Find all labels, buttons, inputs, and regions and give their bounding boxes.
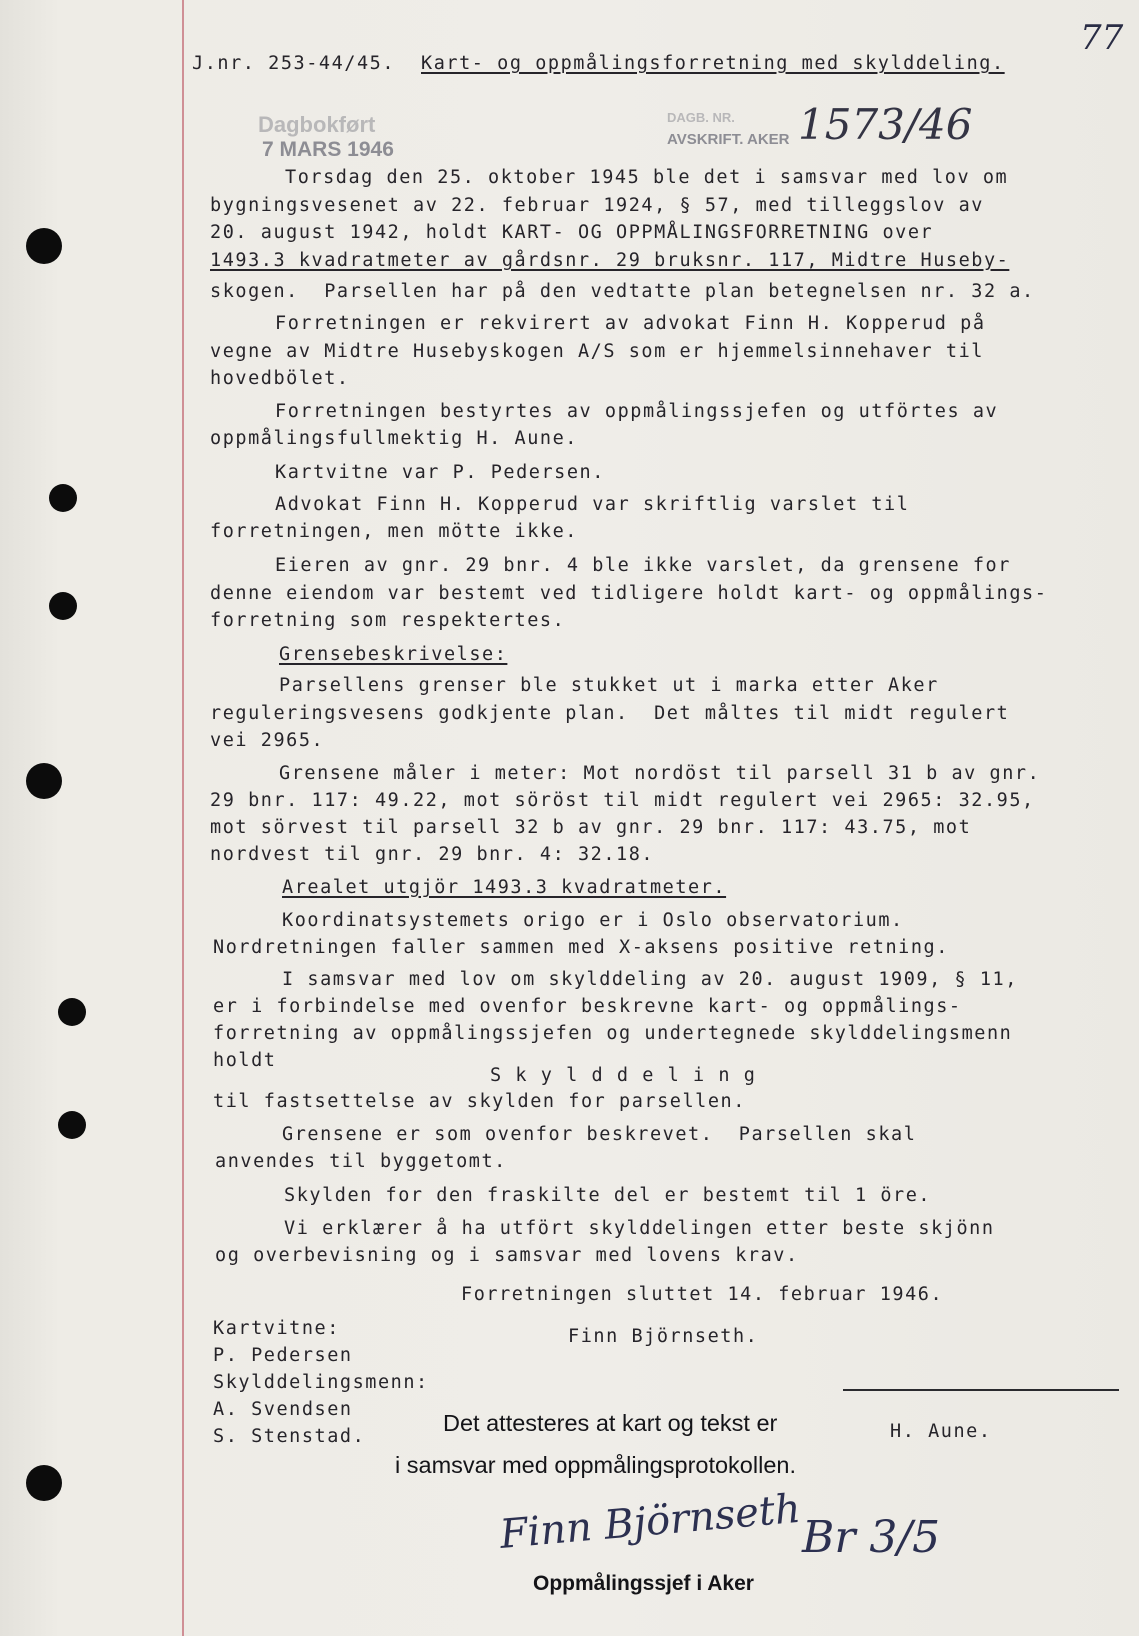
body-line: skogen. Parsellen har på den vedtatte plan betegnelsen nr. 32 a.	[210, 281, 1035, 302]
handwritten-number: 1573/46	[798, 100, 973, 149]
body-line: hovedbölet.	[210, 368, 350, 389]
body-line: reguleringsvesens godkjente plan. Det måltes til midt regulert	[210, 703, 1010, 724]
punch-hole	[49, 592, 77, 620]
body-line: Grensene måler i meter: Mot nordöst til parsell 31 b av gnr.	[279, 763, 1041, 784]
body-line: Skylden for den fraskilte del er bestemt til 1 öre.	[284, 1185, 932, 1206]
body-line: mot sörvest til parsell 32 b av gnr. 29 bnr. 117: 43.75, mot	[210, 817, 972, 838]
body-line: I samsvar med lov om skylddeling av 20. august 1909, § 11,	[282, 969, 1018, 990]
signature-line	[843, 1389, 1119, 1391]
body-line: forretningen, men mötte ikke.	[210, 521, 578, 542]
punch-hole	[58, 998, 86, 1026]
body-line: er i forbindelse med ovenfor beskrevne kart- og oppmålings-	[213, 996, 962, 1017]
dagbok-stamp-label: Dagbokført	[258, 112, 376, 137]
member-name: S. Stenstad.	[213, 1426, 366, 1447]
punch-hole	[26, 1465, 62, 1501]
body-line: Vi erklærer å ha utfört skylddelingen etter beste skjönn	[284, 1218, 995, 1239]
surveyor-name: H. Aune.	[890, 1421, 992, 1442]
closing-line: Forretningen sluttet 14. februar 1946.	[461, 1284, 944, 1305]
body-line: Parsellens grenser ble stukket ut i marka etter Aker	[279, 675, 939, 696]
body-line: Forretningen bestyrtes av oppmålingssjefen og utförtes av	[275, 401, 999, 422]
body-line: forretning av oppmålingssjefen og undertegnede skylddelingsmenn	[213, 1023, 1013, 1044]
body-line: og overbevisning og i samsvar med lovens krav.	[215, 1245, 799, 1266]
margin-rule	[182, 0, 184, 1636]
dagbok-stamp-date: 7 MARS 1946	[262, 138, 394, 161]
body-line: til fastsettelse av skylden for parsellen.	[213, 1091, 746, 1112]
journal-number: J.nr. 253-44/45.	[192, 53, 396, 74]
body-line: Kartvitne var P. Pedersen.	[275, 462, 605, 483]
kartvitne-name: P. Pedersen	[213, 1345, 353, 1366]
page-number: 77	[1080, 18, 1124, 58]
body-line: Eieren av gnr. 29 bnr. 4 ble ikke varslet, da grensene for	[275, 555, 1011, 576]
body-line: nordvest til gnr. 29 bnr. 4: 32.18.	[210, 844, 655, 865]
section-heading: Grensebeskrivelse:	[279, 644, 508, 665]
attestation-signature: Finn Björnseth	[497, 1485, 803, 1558]
document-title: Kart- og oppmålingsforretning med skylddeling.	[421, 53, 1005, 74]
body-line: holdt	[213, 1050, 277, 1071]
skylddelingsmenn-label: Skylddelingsmenn:	[213, 1372, 429, 1393]
body-line: Forretningen er rekvirert av advokat Finn H. Kopperud på	[275, 313, 986, 334]
body-line: vei 2965.	[210, 730, 325, 751]
body-line: Grensene er som ovenfor beskrevet. Parsellen skal	[282, 1124, 917, 1145]
body-line: Torsdag den 25. oktober 1945 ble det i samsvar med lov om	[285, 167, 1009, 188]
avskrift-stamp: AVSKRIFT. AKER	[667, 131, 790, 148]
body-line: vegne av Midtre Husebyskogen A/S som er hjemmelsinnehaver til	[210, 341, 984, 362]
attestation-line: i samsvar med oppmålingsprotokollen.	[395, 1452, 796, 1478]
body-line: oppmålingsfullmektig H. Aune.	[210, 428, 578, 449]
skylddeling-heading: S k y l d d e l i n g	[490, 1065, 757, 1086]
kartvitne-label: Kartvitne:	[213, 1318, 340, 1339]
attestation-line: Det attesteres at kart og tekst er	[443, 1410, 778, 1436]
punch-hole	[58, 1111, 86, 1139]
body-line: 29 bnr. 117: 49.22, mot söröst til midt regulert vei 2965: 32.95,	[210, 790, 1035, 811]
member-name: A. Svendsen	[213, 1399, 353, 1420]
area-heading: Arealet utgjör 1493.3 kvadratmeter.	[282, 877, 727, 898]
surveyor-chief-name: Finn Björnseth.	[568, 1326, 759, 1347]
punch-hole	[49, 484, 77, 512]
body-line: anvendes til byggetomt.	[215, 1151, 507, 1172]
body-line: Koordinatsystemets origo er i Oslo observatorium.	[282, 910, 904, 931]
attestation-initials: Br 3/5	[802, 1512, 941, 1563]
avskrift-stamp-top: DAGB. NR.	[667, 110, 735, 125]
body-line: denne eiendom var bestemt ved tidligere holdt kart- og oppmålings-	[210, 583, 1048, 604]
attestation-office: Oppmålingssjef i Aker	[533, 1572, 754, 1595]
punch-hole	[26, 763, 62, 799]
body-line: 20. august 1942, holdt KART- OG OPPMÅLINGSFORRETNING over	[210, 222, 934, 243]
body-line: Advokat Finn H. Kopperud var skriftlig varslet til	[275, 494, 910, 515]
body-line: Nordretningen faller sammen med X-aksens positive retning.	[213, 937, 949, 958]
body-line: bygningsvesenet av 22. februar 1924, § 57, med tilleggslov av	[210, 195, 984, 216]
punch-hole	[26, 228, 62, 264]
body-line: 1493.3 kvadratmeter av gårdsnr. 29 bruksnr. 117, Midtre Huseby-	[210, 250, 1010, 271]
body-line: forretning som respektertes.	[210, 610, 566, 631]
